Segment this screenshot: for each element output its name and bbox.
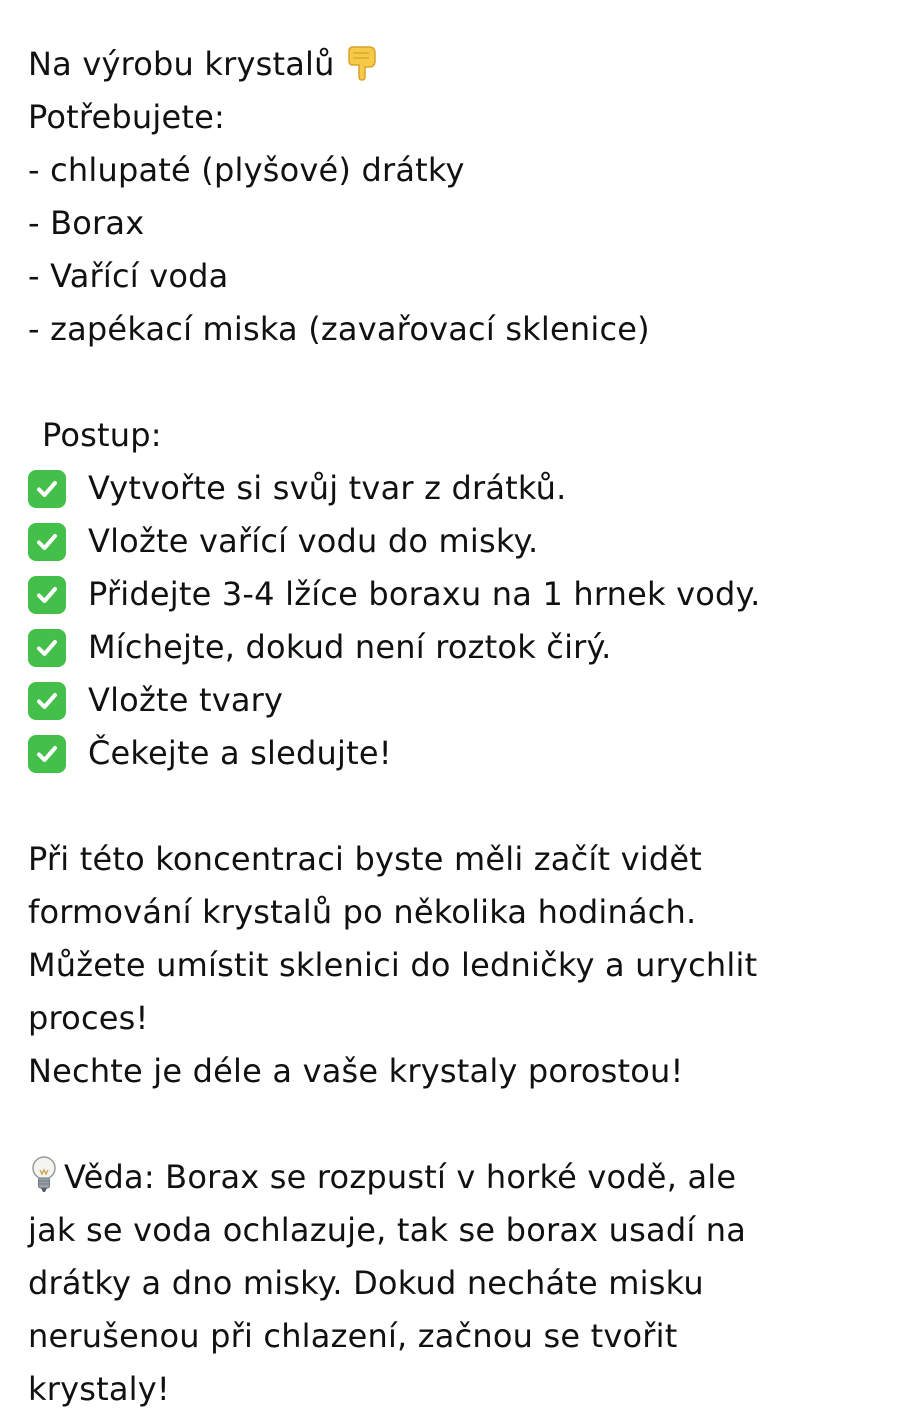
procedure-step (28, 674, 911, 727)
needs-item: - chlupaté (plyšové) drátky (28, 151, 465, 189)
spacer (28, 356, 911, 409)
procedure-step (28, 621, 911, 674)
check-mark-button-icon (28, 523, 66, 561)
procedure-step-text: Vytvořte si svůj tvar z drátků. (88, 469, 567, 507)
needs-heading: Potřebujete: (28, 98, 226, 136)
procedure-step-text: Vložte tvary (88, 681, 284, 719)
science-line: nerušenou při chlazení, začnou se tvořit (28, 1317, 678, 1355)
science-line (28, 1151, 911, 1204)
procedure-heading: Postup: (42, 416, 162, 454)
needs-item: - zapékací miska (zavařovací sklenice) (28, 310, 650, 348)
recipe-text (28, 38, 911, 1416)
backhand-pointing-down-icon (343, 41, 383, 97)
procedure-step-text: Čekejte a sledujte! (88, 734, 392, 772)
procedure-step-text: Vložte vařící vodu do misky. (88, 522, 539, 560)
intro-title: Na výrobu krystalů (28, 45, 335, 83)
procedure-step-text: Přidejte 3-4 lžíce boraxu na 1 hrnek vody. (88, 575, 761, 613)
needs-item: - Vařící voda (28, 257, 229, 295)
procedure-step (28, 462, 911, 515)
check-mark-button-icon (28, 629, 66, 667)
science-line: krystaly! (28, 1370, 170, 1408)
needs-item: - Borax (28, 204, 145, 242)
procedure-step (28, 568, 911, 621)
check-mark-button-icon (28, 682, 66, 720)
notes-line: Nechte je déle a vaše krystaly porostou! (28, 1052, 684, 1090)
procedure-step (28, 727, 911, 780)
notes-line: proces! (28, 999, 149, 1037)
notes-line: Při této koncentraci byste měli začít vidět (28, 840, 702, 878)
check-mark-button-icon (28, 470, 66, 508)
science-line: jak se voda ochlazuje, tak se borax usadí na (28, 1211, 747, 1249)
procedure-step (28, 515, 911, 568)
check-mark-button-icon (28, 576, 66, 614)
notes-line: formování krystalů po několika hodinách. (28, 893, 697, 931)
spacer (28, 780, 911, 833)
procedure-step-text: Míchejte, dokud není roztok čirý. (88, 628, 612, 666)
science-line: drátky a dno misky. Dokud necháte misku (28, 1264, 704, 1302)
spacer (28, 1098, 911, 1151)
intro-title-line (28, 38, 911, 91)
notes-line: Můžete umístit sklenici do ledničky a urychlit (28, 946, 758, 984)
check-mark-button-icon (28, 735, 66, 773)
science-text: Věda: Borax se rozpustí v horké vodě, ale (64, 1158, 737, 1196)
